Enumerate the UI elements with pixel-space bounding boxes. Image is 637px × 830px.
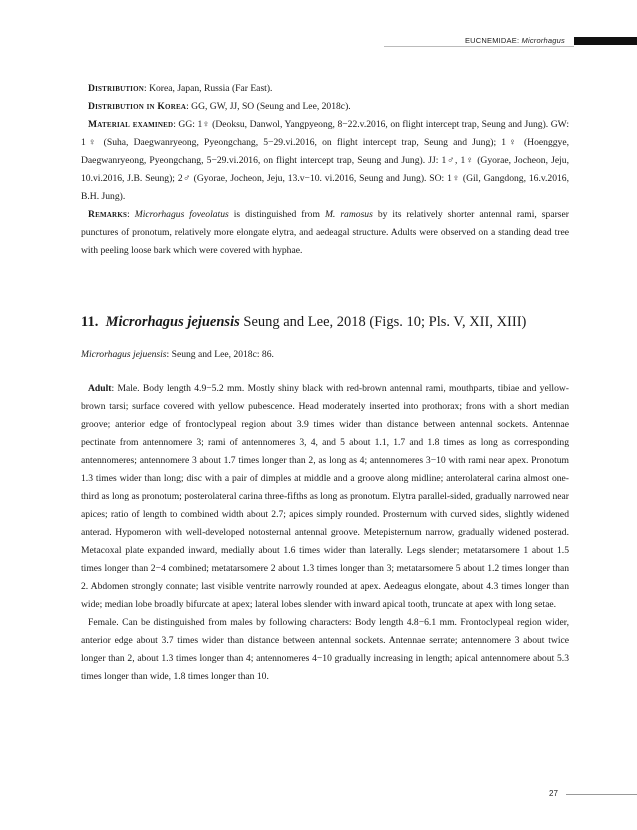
header-genus: Microrhagus bbox=[521, 36, 565, 45]
species-number: 11. bbox=[81, 314, 99, 330]
material-label: Material examined bbox=[88, 119, 174, 130]
distribution-paragraph bbox=[81, 80, 569, 98]
remarks-text-1: is distinguished from bbox=[228, 209, 325, 220]
distribution-korea-text: : GG, GW, JJ, SO (Seung and Lee, 2018c). bbox=[186, 101, 351, 112]
synonymy-line bbox=[81, 346, 569, 364]
header-family: EUCNEMIDAE: bbox=[464, 36, 520, 45]
footer-rule bbox=[566, 794, 637, 795]
material-text: : GG: 1♀ (Deoksu, Danwol, Yangpyeong, 8−22.v.2016, on flight intercept trap, Seung and Jung). GW: 1♀ (Suha, Daegwanryeong, Pyeongchang, 5−29.vi.2016, on flight intercept trap, Seung and Jung); 1♀ (Hoenggye, Daegwanryeong, Pyeongchang, 5−29.vi.2016, on flight intercept trap, Seung and Jung). JJ: 1♂, 1♀ (Gyorae, Jocheon, Jeju, 10.vi.2016, J.B. Seung); 2♂ (Gyorae, Jocheon, Jeju, 13.v−10. vi.2016, Seung and Jung). SO: 1♀ (Gil, Gangdong, 16.v.2016, B.H. Jung). bbox=[81, 119, 569, 202]
remarks-species: Microrhagus foveolatus bbox=[134, 209, 229, 220]
page-footer bbox=[0, 788, 637, 802]
female-paragraph: Female. Can be distinguished from males by following characters: Body length 4.8−6.1 mm. Frontoclypeal region wider, anterior edge about 3.7 times wider than distance between antennal sockets. Antennae serrate; antennomere 3 about twice longer than 2, about 1.3 times longer than 4; antennomeres 4−10 gradually increasing in length; apical antennomere about 5.3 times longer than wide, 1.8 times longer than 10. bbox=[81, 617, 569, 682]
running-header-text bbox=[465, 36, 565, 46]
remarks-label: Remarks bbox=[88, 209, 128, 220]
species-name: Microrhagus jejuensis bbox=[105, 314, 240, 330]
header-bar bbox=[574, 37, 637, 45]
distribution-text: : Korea, Japan, Russia (Far East). bbox=[144, 83, 273, 94]
remarks-separator: : bbox=[127, 209, 135, 220]
synonymy-ref: : Seung and Lee, 2018c: 86. bbox=[166, 349, 274, 360]
adult-text: : Male. Body length 4.9−5.2 mm. Mostly shiny black with red-brown antennal rami, mouthparts, tibiae and yellow-brown tarsi; surface covered with yellow pubescence. Head moderately inserted into prothorax; frons with a short median groove; anterior edge of frontoclypeal region about 3.9 times wider than distance between antennal sockets. Antennae pectinate from antennomere 3; rami of antennomeres 3, 4, and 5 about 1.1, 1.7 and 1.8 times as long as corresponding antennomeres; antennomere 3 about 1.7 times longer than 2, as long as 4; antennomeres 3−10 with rami near apex. Pronotum 1.3 times wider than long; disc with a pair of dimples at middle and a groove along midline; anterolateral carina almost one-third as long as pronotum; posterolateral carina three-fifths as long as pronotum. Elytra parallel-sided, gradually narrowed near apices; ratio of length to combined width about 2.7; apices simply rounded. Prosternum with curved sides, slightly widened anterad. Hypomeron with well-developed notosternal antennal groove. Metepisternum narrow, gradually widened posterad. Metacoxal plate expanded inward, medially about 1.6 times wider than laterally. Legs slender; metatarsomere 1 about 1.5 times longer than 2−4 combined; metatarsomere 2 about 1.3 times longer than 3; metatarsomere 5 about 1.2 times longer than 2. Abdomen strongly connate; last visible ventrite narrowly rounded at apex. Aedeagus elongate, about 4.3 times longer than wide; median lobe broadly bifurcate at apex; lateral lobes slender with inward apical tooth, truncate at apex with long setae. bbox=[81, 383, 569, 610]
species-account-jejuensis bbox=[81, 380, 569, 686]
running-header bbox=[0, 36, 637, 48]
adult-label: Adult bbox=[88, 383, 112, 394]
distribution-korea-label: Distribution in Korea bbox=[88, 101, 187, 112]
species-authority: Seung and Lee, 2018 (Figs. 10; Pls. V, XII, XIII) bbox=[239, 314, 527, 330]
distribution-label: Distribution bbox=[88, 83, 145, 94]
distribution-korea-paragraph bbox=[81, 98, 569, 116]
species-account-foveolatus bbox=[81, 80, 569, 260]
remarks-text-2: by its relatively shorter antennal rami, sparser punctures of pronotum, relatively more elongate elytra, and aedeagal structure. Adults were observed on a standing dead tree with peeling loose bark which were covered with hyphae. bbox=[81, 209, 569, 256]
remarks-compared-species: M. ramosus bbox=[324, 209, 373, 220]
page-number: 27 bbox=[549, 789, 558, 798]
header-rule bbox=[384, 46, 574, 47]
adult-paragraph bbox=[81, 380, 569, 614]
species-heading bbox=[81, 312, 569, 332]
remarks-paragraph bbox=[81, 206, 569, 260]
material-paragraph bbox=[81, 116, 569, 206]
synonymy-name: Microrhagus jejuensis bbox=[81, 349, 167, 360]
